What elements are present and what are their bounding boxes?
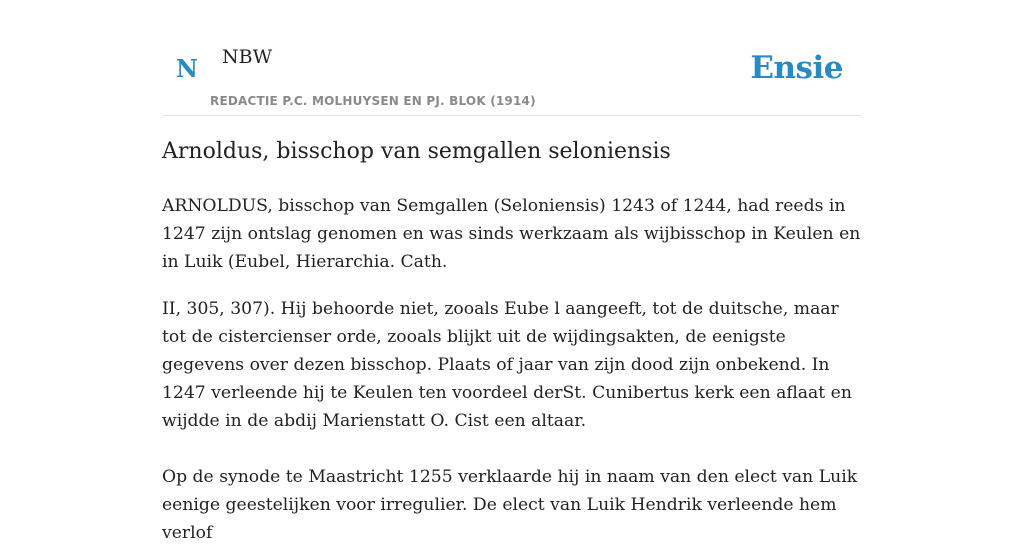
- article-page: [162, 0, 862, 543]
- article-title: Arnoldus, bisschop van semgallen seloniensis: [162, 139, 671, 164]
- article-paragraph-2: II, 305, 307). Hij behoorde niet, zooals Eube l aangeeft, tot de duitsche, maar tot de cistercienser orde, zooals blijkt uit de wijdingsakten, de eenigste gegevens over dezen bisschop. Plaats of jaar van zijn dood zijn onbekend. In 1247 verleende hij te Keulen ten voordeel derSt. Cunibertus kerk een aflaat en wijdde in de abdij Marienstatt O. Cist een altaar.: [162, 299, 852, 431]
- article-paragraph-3: Op de synode te Maastricht 1255 verklaarde hij in naam van den elect van Luik eenige geestelijken voor irregulier. De elect van Luik Hendrik verleende hem verlof: [162, 467, 858, 543]
- source-credit: REDACTIE P.C. MOLHUYSEN EN PJ. BLOK (1914): [210, 94, 536, 108]
- site-header: [162, 0, 862, 116]
- source-logo[interactable]: N: [176, 54, 198, 83]
- article-paragraph-1: ARNOLDUS, bisschop van Semgallen (Seloniensis) 1243 of 1244, had reeds in 1247 zijn ontslag genomen en was sinds werkzaam als wijbisschop in Keulen en in Luik (Eubel, Hierarchia. Cath.: [162, 196, 861, 272]
- source-name[interactable]: NBW: [222, 46, 273, 68]
- ensie-logo[interactable]: Ensie: [750, 50, 843, 86]
